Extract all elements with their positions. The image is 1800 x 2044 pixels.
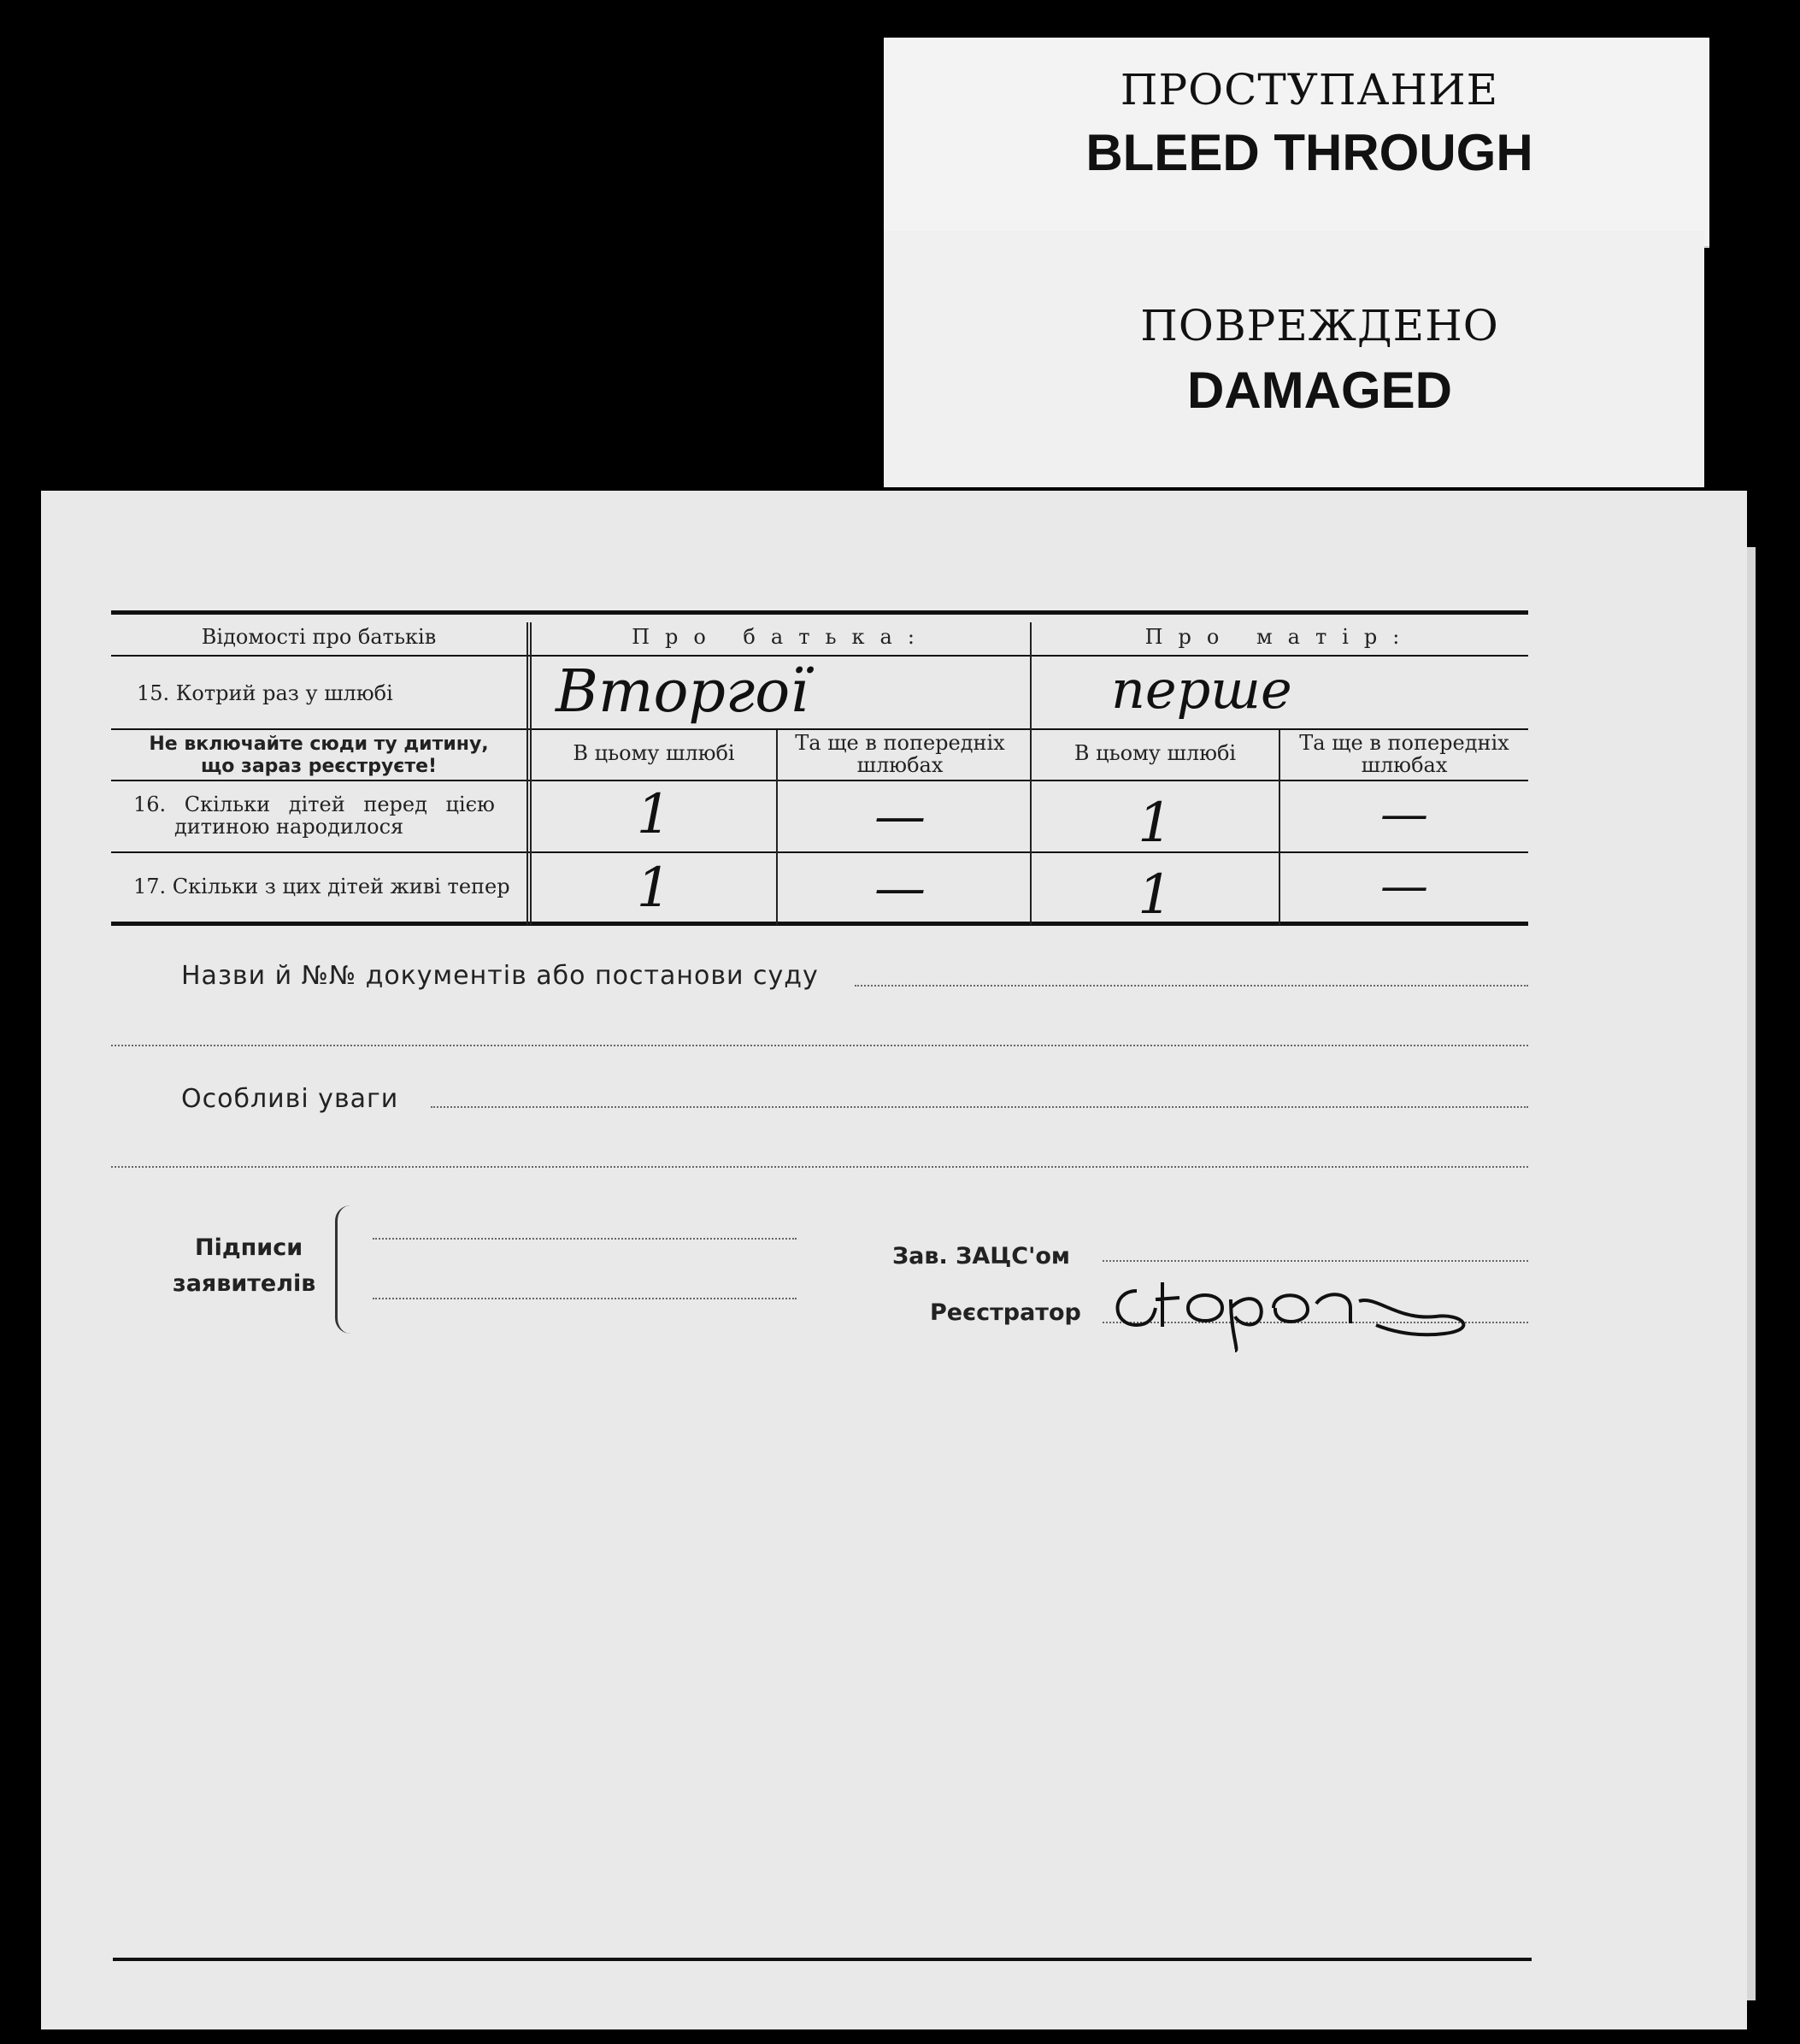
- row15-father-value: Вторгої: [556, 658, 809, 726]
- header-parents-info: Відомості про батьків: [201, 625, 437, 649]
- row17-mother-prev: —: [1380, 858, 1428, 914]
- bleed-through-tag: [884, 38, 1709, 248]
- mother-prev-header-line2: шлюбах: [1361, 753, 1448, 777]
- documents-label: Назви й №№ документів або постанови суду: [181, 961, 819, 991]
- signatures-brace: [335, 1205, 355, 1334]
- table-top-rule: [111, 610, 1528, 615]
- table-rule: [111, 728, 1528, 730]
- row16-father-prev: —: [874, 786, 926, 846]
- damaged-ru: ПОВРЕЖДЕНО: [1140, 301, 1499, 350]
- registrar-signature: [1103, 1257, 1479, 1359]
- applicant-signature-line: [373, 1238, 797, 1240]
- documents-line: [855, 985, 1528, 987]
- row15-label: 15. Котрий раз у шлюбі: [137, 681, 393, 705]
- table-rule: [111, 851, 1528, 853]
- bottom-rule: [113, 1958, 1532, 1961]
- head-label: Зав. ЗАЦС'ом: [892, 1243, 1070, 1269]
- father-current-header: В цьому шлюбі: [573, 741, 735, 765]
- remarks-line-2: [111, 1166, 1528, 1168]
- row17-label: 17. Скільки з цих дітей живі тепер: [133, 875, 510, 898]
- row16-father-current: 1: [636, 783, 672, 846]
- row17-father-current: 1: [636, 857, 672, 920]
- row16-mother-current: 1: [1138, 792, 1173, 855]
- signatures-label-line2: заявителів: [173, 1270, 316, 1297]
- header-father: Про батька:: [632, 625, 930, 649]
- damaged-en: DAMAGED: [1187, 362, 1452, 419]
- damaged-tag: [884, 231, 1704, 487]
- note-line1: Не включайте сюди ту дитину,: [149, 733, 489, 755]
- registrar-label: Реєстратор: [930, 1299, 1081, 1326]
- remarks-line: [431, 1106, 1528, 1108]
- table-rule: [111, 780, 1528, 781]
- row16-mother-prev: —: [1380, 786, 1428, 842]
- row17-mother-current: 1: [1138, 863, 1173, 927]
- table-bottom-rule: [111, 922, 1528, 926]
- row16-label-line2: дитиною народилося: [174, 815, 404, 839]
- row17-father-prev: —: [874, 858, 926, 918]
- note-line2: що зараз реєструєте!: [200, 756, 438, 777]
- row15-mother-value: перше: [1111, 658, 1292, 721]
- mother-prev-header-line1: Та ще в попередніх: [1299, 731, 1509, 755]
- documents-line-2: [111, 1045, 1528, 1046]
- table-rule: [111, 655, 1528, 657]
- bleed-through-en: BLEED THROUGH: [1085, 124, 1533, 181]
- father-prev-header-line2: шлюбах: [856, 753, 944, 777]
- remarks-label: Особливі уваги: [181, 1084, 399, 1114]
- row16-label-line1: 16. Скільки дітей перед цією: [133, 792, 495, 816]
- signatures-label-line1: Підписи: [195, 1234, 303, 1261]
- father-prev-header-line1: Та ще в попередніх: [795, 731, 1005, 755]
- applicant-signature-line: [373, 1298, 797, 1299]
- bleed-through-ru: ПРОСТУПАНИЕ: [1120, 65, 1499, 115]
- mother-current-header: В цьому шлюбі: [1074, 741, 1237, 765]
- header-mother: Про матір:: [1144, 625, 1415, 649]
- table-col-rule: [526, 622, 528, 925]
